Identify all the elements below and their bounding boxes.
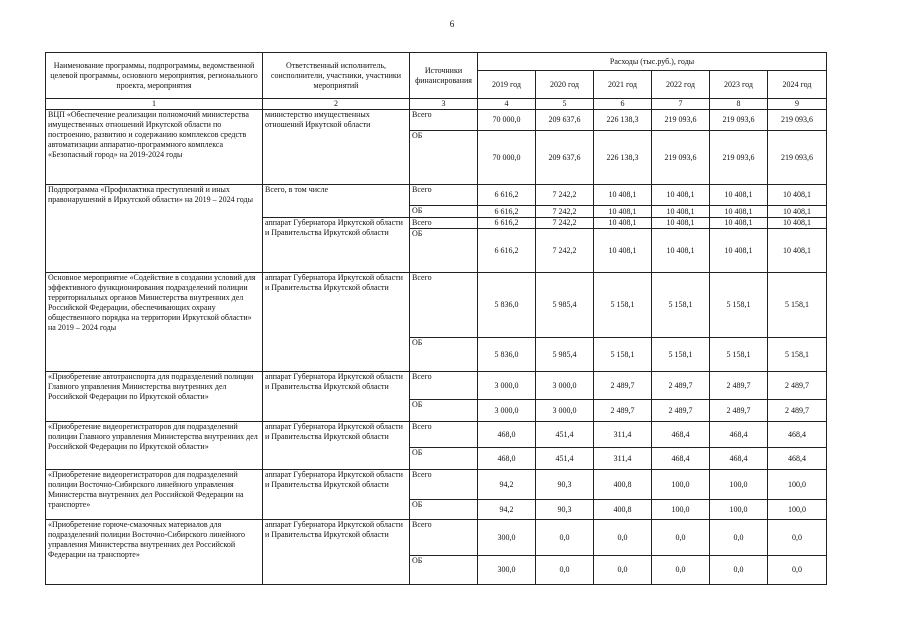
value-cell: 90,3 <box>536 470 594 500</box>
column-number-row <box>46 99 827 110</box>
value-cell: 10 408,1 <box>768 185 827 206</box>
value-cell: 468,0 <box>478 422 536 448</box>
value-cell: 10 408,1 <box>710 185 768 206</box>
column-number: 3 <box>410 99 478 110</box>
source-cell: ОБ <box>410 400 478 422</box>
value-cell: 311,4 <box>594 422 652 448</box>
page-number: 6 <box>449 19 455 29</box>
value-cell: 3 000,0 <box>478 372 536 400</box>
table-row <box>46 273 827 338</box>
table-row <box>46 470 827 500</box>
value-cell: 10 408,1 <box>594 185 652 206</box>
value-cell: 468,4 <box>710 448 768 470</box>
source-cell: ОБ <box>410 338 478 372</box>
value-cell: 70 000,0 <box>478 110 536 131</box>
value-cell: 6 616,2 <box>478 229 536 273</box>
value-cell: 5 158,1 <box>652 338 710 372</box>
value-cell: 5 158,1 <box>768 273 827 338</box>
value-cell: 100,0 <box>652 500 710 520</box>
activity-name: «Приобретение видеорегистраторов для подразделений полиции Восточно-Сибирского линейного управления Министерства внутренних дел Российской Федерации на транспорте» <box>46 470 263 520</box>
value-cell: 5 836,0 <box>478 273 536 338</box>
header-expenses: Расходы (тыс.руб.), годы <box>478 53 827 71</box>
value-cell: 2 489,7 <box>652 372 710 400</box>
responsible-cell: министерство имущественных отношений Иркутской области <box>263 110 410 185</box>
value-cell: 94,2 <box>478 470 536 500</box>
value-cell: 3 000,0 <box>536 372 594 400</box>
value-cell: 7 242,2 <box>536 229 594 273</box>
value-cell: 10 408,1 <box>710 229 768 273</box>
table-row <box>46 110 827 131</box>
value-cell: 0,0 <box>594 556 652 585</box>
year-header: 2019 год <box>478 71 536 99</box>
value-cell: 6 616,2 <box>478 185 536 206</box>
source-cell: ОБ <box>410 556 478 585</box>
value-cell: 10 408,1 <box>594 218 652 229</box>
value-cell: 468,4 <box>710 422 768 448</box>
value-cell: 468,4 <box>768 448 827 470</box>
source-cell: Всего <box>410 218 478 229</box>
source-cell: Всего <box>410 185 478 206</box>
value-cell: 468,4 <box>652 422 710 448</box>
budget-table <box>45 52 827 585</box>
value-cell: 5 158,1 <box>594 338 652 372</box>
value-cell: 219 093,6 <box>652 131 710 185</box>
value-cell: 10 408,1 <box>652 185 710 206</box>
value-cell: 10 408,1 <box>710 218 768 229</box>
source-cell: ОБ <box>410 131 478 185</box>
value-cell: 0,0 <box>652 520 710 556</box>
table-row <box>46 185 827 206</box>
column-number: 4 <box>478 99 536 110</box>
value-cell: 2 489,7 <box>594 400 652 422</box>
value-cell: 468,4 <box>768 422 827 448</box>
value-cell: 70 000,0 <box>478 131 536 185</box>
value-cell: 300,0 <box>478 520 536 556</box>
value-cell: 94,2 <box>478 500 536 520</box>
header-row <box>46 53 827 71</box>
value-cell: 0,0 <box>594 520 652 556</box>
table-row <box>46 372 827 400</box>
value-cell: 5 985,4 <box>536 338 594 372</box>
table-row <box>46 422 827 448</box>
value-cell: 0,0 <box>710 520 768 556</box>
value-cell: 2 489,7 <box>652 400 710 422</box>
activity-name: «Приобретение горюче-смазочных материалов для подразделений полиции Восточно-Сибирского линейного управления Министерства внутренних дел Российской Федерации на транспорте» <box>46 520 263 585</box>
header-responsible: Ответственный исполнитель, соисполнители, участники, участники мероприятий <box>263 53 410 99</box>
value-cell: 7 242,2 <box>536 185 594 206</box>
value-cell: 5 158,1 <box>710 338 768 372</box>
responsible-cell: аппарат Губернатора Иркутской области и Правительства Иркутской области <box>263 218 410 273</box>
value-cell: 219 093,6 <box>652 110 710 131</box>
year-header: 2023 год <box>710 71 768 99</box>
source-cell: ОБ <box>410 229 478 273</box>
source-cell: ОБ <box>410 500 478 520</box>
value-cell: 219 093,6 <box>768 131 827 185</box>
subprogram-name: Подпрограмма «Профилактика преступлений и иных правонарушений в Иркутской области» на 2019 – 2024 годы <box>46 185 263 273</box>
value-cell: 10 408,1 <box>594 229 652 273</box>
value-cell: 3 000,0 <box>536 400 594 422</box>
value-cell: 219 093,6 <box>710 110 768 131</box>
value-cell: 468,0 <box>478 448 536 470</box>
activity-name: «Приобретение автотранспорта для подразделений полиции Главного управления Министерства внутренних дел Российской Федерации по Иркутской области» <box>46 372 263 422</box>
value-cell: 6 616,2 <box>478 206 536 218</box>
value-cell: 5 158,1 <box>652 273 710 338</box>
value-cell: 451,4 <box>536 448 594 470</box>
value-cell: 3 000,0 <box>478 400 536 422</box>
year-header: 2021 год <box>594 71 652 99</box>
value-cell: 0,0 <box>536 520 594 556</box>
value-cell: 100,0 <box>768 500 827 520</box>
value-cell: 10 408,1 <box>768 206 827 218</box>
value-cell: 7 242,2 <box>536 206 594 218</box>
table-row <box>46 520 827 556</box>
value-cell: 0,0 <box>768 520 827 556</box>
value-cell: 10 408,1 <box>652 206 710 218</box>
value-cell: 10 408,1 <box>594 206 652 218</box>
year-header: 2022 год <box>652 71 710 99</box>
value-cell: 0,0 <box>652 556 710 585</box>
column-number: 9 <box>768 99 827 110</box>
value-cell: 5 158,1 <box>768 338 827 372</box>
value-cell: 468,4 <box>652 448 710 470</box>
source-cell: ОБ <box>410 206 478 218</box>
value-cell: 400,8 <box>594 500 652 520</box>
value-cell: 5 158,1 <box>594 273 652 338</box>
column-number: 5 <box>536 99 594 110</box>
value-cell: 209 637,6 <box>536 131 594 185</box>
value-cell: 226 138,3 <box>594 110 652 131</box>
source-cell: Всего <box>410 520 478 556</box>
value-cell: 2 489,7 <box>710 400 768 422</box>
source-cell: Всего <box>410 470 478 500</box>
value-cell: 451,4 <box>536 422 594 448</box>
source-cell: Всего <box>410 273 478 338</box>
value-cell: 5 836,0 <box>478 338 536 372</box>
value-cell: 2 489,7 <box>768 400 827 422</box>
value-cell: 10 408,1 <box>652 218 710 229</box>
value-cell: 7 242,2 <box>536 218 594 229</box>
year-header: 2024 год <box>768 71 827 99</box>
column-number: 7 <box>652 99 710 110</box>
value-cell: 90,3 <box>536 500 594 520</box>
value-cell: 5 985,4 <box>536 273 594 338</box>
value-cell: 100,0 <box>710 500 768 520</box>
year-header: 2020 год <box>536 71 594 99</box>
value-cell: 100,0 <box>652 470 710 500</box>
header-name: Наименование программы, подпрограммы, ведомственной целевой программы, основного мероприятия, регионального проекта, мероприятия <box>46 53 263 99</box>
responsible-cell: Всего, в том числе <box>263 185 410 218</box>
activity-name: «Приобретение видеорегистраторов для подразделений полиции Главного управления Министерства внутренних дел Российской Федерации по Иркутской области» <box>46 422 263 470</box>
column-number: 2 <box>263 99 410 110</box>
column-number: 8 <box>710 99 768 110</box>
value-cell: 0,0 <box>710 556 768 585</box>
value-cell: 219 093,6 <box>768 110 827 131</box>
value-cell: 6 616,2 <box>478 218 536 229</box>
value-cell: 311,4 <box>594 448 652 470</box>
value-cell: 5 158,1 <box>710 273 768 338</box>
value-cell: 209 637,6 <box>536 110 594 131</box>
responsible-cell: аппарат Губернатора Иркутской области и Правительства Иркутской области <box>263 273 410 372</box>
responsible-cell: аппарат Губернатора Иркутской области и Правительства Иркутской области <box>263 422 410 470</box>
value-cell: 400,8 <box>594 470 652 500</box>
value-cell: 219 093,6 <box>710 131 768 185</box>
value-cell: 10 408,1 <box>768 218 827 229</box>
main-activity-name: Основное мероприятие «Содействие в создании условий для эффективного функционирования подразделений полиции территориальных органов Министерства внутренних дел Российской Федерации, обеспечивающих охрану общественного порядка на территории Иркутской области» на 2019 – 2024 годы <box>46 273 263 372</box>
source-cell: Всего <box>410 110 478 131</box>
source-cell: ОБ <box>410 448 478 470</box>
source-cell: Всего <box>410 372 478 400</box>
value-cell: 100,0 <box>768 470 827 500</box>
header-source: Источники финансирования <box>410 53 478 99</box>
program-name: ВЦП «Обеспечение реализации полномочий министерства имущественных отношений Иркутской области по построению, развитию и содержанию комплексов средств автоматизации аппаратно-программного комплекса «Безопасный город» на 2019-2024 годы <box>46 110 263 185</box>
column-number: 6 <box>594 99 652 110</box>
column-number: 1 <box>46 99 263 110</box>
value-cell: 0,0 <box>536 556 594 585</box>
responsible-cell: аппарат Губернатора Иркутской области и Правительства Иркутской области <box>263 520 410 585</box>
responsible-cell: аппарат Губернатора Иркутской области и Правительства Иркутской области <box>263 372 410 422</box>
value-cell: 2 489,7 <box>768 372 827 400</box>
source-cell: Всего <box>410 422 478 448</box>
responsible-cell: аппарат Губернатора Иркутской области и Правительства Иркутской области <box>263 470 410 520</box>
value-cell: 2 489,7 <box>710 372 768 400</box>
value-cell: 10 408,1 <box>652 229 710 273</box>
value-cell: 100,0 <box>710 470 768 500</box>
value-cell: 2 489,7 <box>594 372 652 400</box>
value-cell: 0,0 <box>768 556 827 585</box>
value-cell: 10 408,1 <box>768 229 827 273</box>
value-cell: 10 408,1 <box>710 206 768 218</box>
value-cell: 300,0 <box>478 556 536 585</box>
value-cell: 226 138,3 <box>594 131 652 185</box>
